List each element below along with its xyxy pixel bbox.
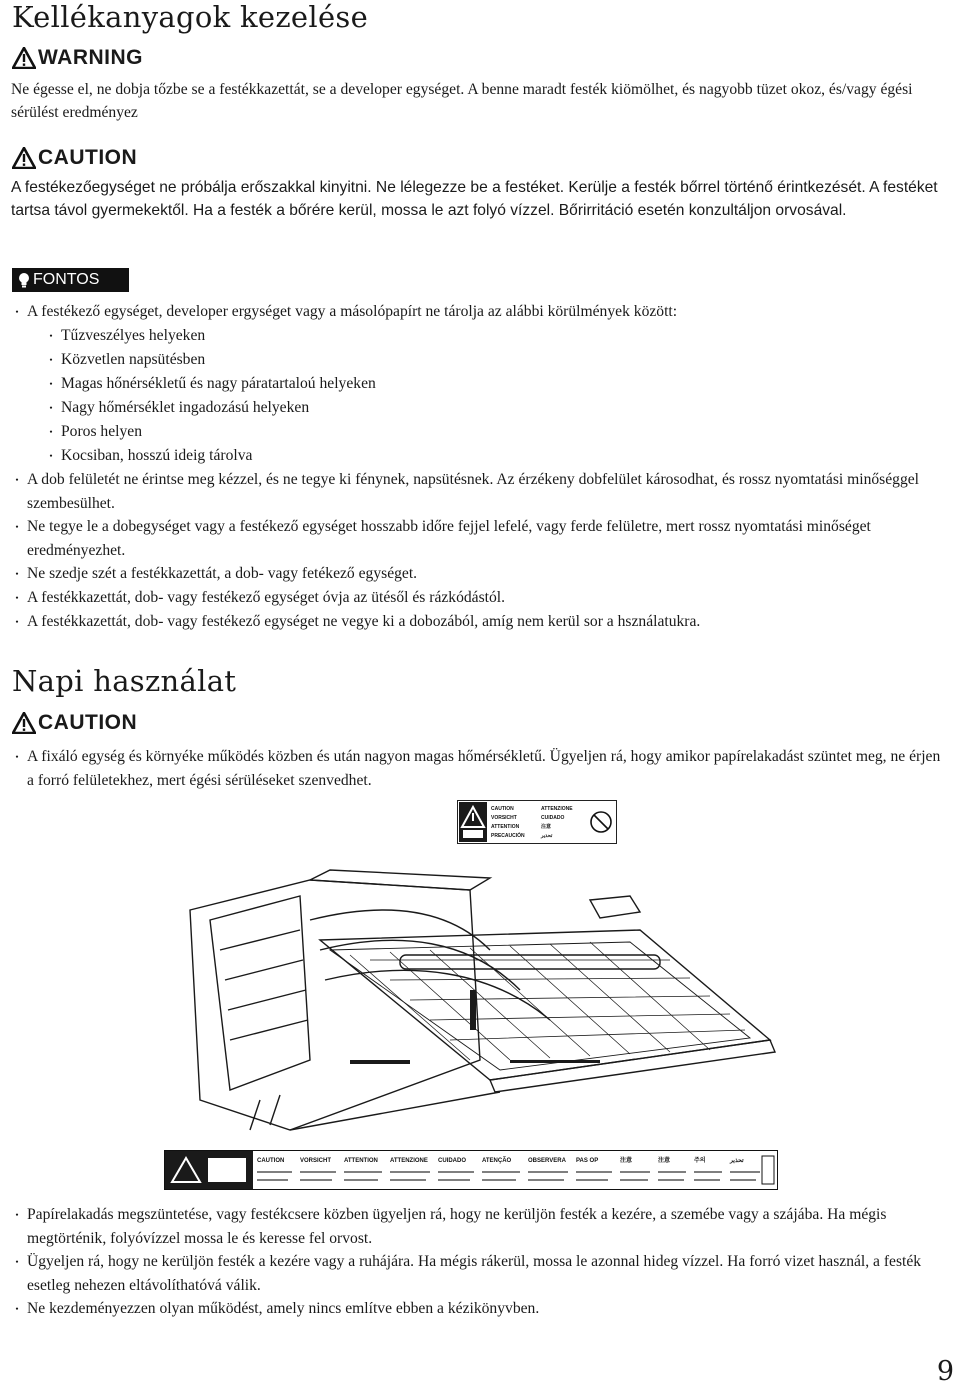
list-item: ・ Ügyeljen rá, hogy ne kerüljön festék a kezére vagy a ruhájára. Ha mégis rákerül, mossa le azonnal hideg vízzel. Ha forró vizet használ, a festék esetleg nehezen eltávolíthatóvá válik. bbox=[11, 1250, 951, 1297]
page-number: 9 bbox=[936, 1356, 954, 1387]
caution-label bbox=[12, 146, 137, 170]
sticker-text: PRECAUCIÓN bbox=[491, 833, 525, 839]
caution-strip-label bbox=[164, 1150, 778, 1190]
strip-text: 注意 bbox=[620, 1158, 633, 1164]
list-item: ・ Magas hőnérsékletű és nagy páratartaloú helyeken bbox=[11, 372, 951, 396]
warning-text: Ne égesse el, ne dobja tőzbe se a festékkazettát, se a developer egységet. A benne maradt festék kiömölhet, és nagyobb tüzet okoz, és/vagy égési sérülést eredményez bbox=[11, 81, 913, 121]
list-item: ・ A dob felületét ne érintse meg kézzel, és ne tegye ki fénynek, napsütésnek. Az érzékeny dobfelület károsodhat, és rossz nyomtatási minőséggel szembesülhet. bbox=[11, 468, 951, 515]
sticker-text: 注意 bbox=[541, 824, 552, 830]
sticker-text: ATTENZIONE bbox=[541, 806, 573, 812]
strip-text: ATENÇÃO bbox=[482, 1158, 512, 1164]
strip-text: OBSERVERA bbox=[528, 1158, 566, 1164]
caution-triangle-icon bbox=[12, 712, 36, 734]
important-label-text: FONTOS bbox=[33, 271, 100, 288]
list-item: ・ Poros helyen bbox=[11, 420, 951, 444]
list-item: ・ Közvetlen napsütésben bbox=[11, 348, 951, 372]
sticker-text: ATTENTION bbox=[491, 824, 520, 830]
strip-text: PAS OP bbox=[576, 1158, 599, 1164]
sticker-text: CAUTION bbox=[491, 806, 514, 812]
list-item: ・ Papírelakadás megszüntetése, vagy festékcsere közben ügyeljen rá, hogy ne kerüljön festék a kezére, a szemébe vagy a szájába. Ha mégis megtörténik, folyóvízzel mossa le és keresse fel orvost. bbox=[11, 1203, 951, 1250]
strip-text: CUIDADO bbox=[438, 1158, 466, 1164]
lightbulb-icon bbox=[18, 272, 30, 288]
caution-text: A festékezőegységet ne próbálja erőszakkal kinyitni. Ne lélegezze be a festéket. Kerülje a festék bőrrel történő érintkezését. A festéket tartsa távol gyermekektől. Ha a festék a bőrére kerül, mossa le azt folyó vízzel. Bőrirritáció esetén konzultáljon orvosával. bbox=[11, 179, 938, 219]
caution-list bbox=[11, 745, 951, 792]
daily-use-list bbox=[11, 1203, 951, 1321]
strip-text: ATTENTION bbox=[344, 1158, 378, 1164]
list-item: ・ Ne kezdeményezzen olyan működést, amely nincs említve ebben a kézikönyvben. bbox=[11, 1297, 951, 1321]
strip-text: ATTENZIONE bbox=[390, 1158, 428, 1164]
list-item: ・ A fixáló egység és környéke működés közben és után nagyon magas hőmérsékletű. Ügyeljen rá, hogy amikor papírelakadást szüntet meg, ne érjen a forró felületekhez, mert égési sérüléseket szenvedhet. bbox=[11, 745, 951, 792]
sticker-text: تحذير bbox=[541, 833, 553, 839]
list-item: ・ Ne szedje szét a festékkazettát, a dob- vagy fetékező egységet. bbox=[11, 562, 951, 586]
sticker-text: CUIDADO bbox=[541, 815, 565, 821]
strip-text: VORSICHT bbox=[300, 1158, 332, 1164]
important-list bbox=[11, 300, 951, 634]
caution-label-text: CAUTION bbox=[38, 146, 138, 169]
strip-text: تحذير bbox=[730, 1158, 744, 1164]
important-label bbox=[12, 268, 129, 292]
warning-label-text: WARNING bbox=[38, 46, 143, 69]
list-item: ・ A festékkazettát, dob- vagy festékező egységet ne vegye ki a dobozából, amíg nem kerül sor a hsználatukra. bbox=[11, 610, 951, 634]
list-item: ・ Ne tegye le a dobegységet vagy a festékező egységet hosszabb időre fejjel lefelé, vagy ferde felületre, mert rossz nyomtatási minőséget eredményezhet. bbox=[11, 515, 951, 562]
list-item: ・ Nagy hőmérséklet ingadozású helyeken bbox=[11, 396, 951, 420]
sticker-text: VORSICHT bbox=[491, 815, 517, 821]
caution-label-text: CAUTION bbox=[38, 711, 138, 734]
printer-open-illustration bbox=[170, 860, 790, 1140]
warning-triangle-icon bbox=[12, 47, 36, 69]
list-item: ・ Kocsiban, hosszú ideig tárolva bbox=[11, 444, 951, 468]
list-item: ・ A festékező egységet, developer ergységet vagy a másolópapírt ne tárolja az alábbi körülmények között: bbox=[11, 300, 951, 324]
strip-text: 주의 bbox=[694, 1158, 706, 1164]
section-title-supplies: Kellékanyagok kezelése bbox=[12, 0, 369, 34]
list-item: ・ A festékkazettát, dob- vagy festékező egységet óvja az ütésől és rázkódástól. bbox=[11, 586, 951, 610]
caution-sticker-small bbox=[457, 800, 617, 844]
section-title-daily-use: Napi használat bbox=[12, 664, 237, 698]
caution-label-2 bbox=[12, 711, 137, 735]
caution-triangle-icon bbox=[12, 147, 36, 169]
list-item: ・ Tűzveszélyes helyeken bbox=[11, 324, 951, 348]
warning-label bbox=[12, 46, 143, 70]
strip-text: 注意 bbox=[658, 1158, 671, 1164]
strip-text: CAUTION bbox=[257, 1158, 285, 1164]
